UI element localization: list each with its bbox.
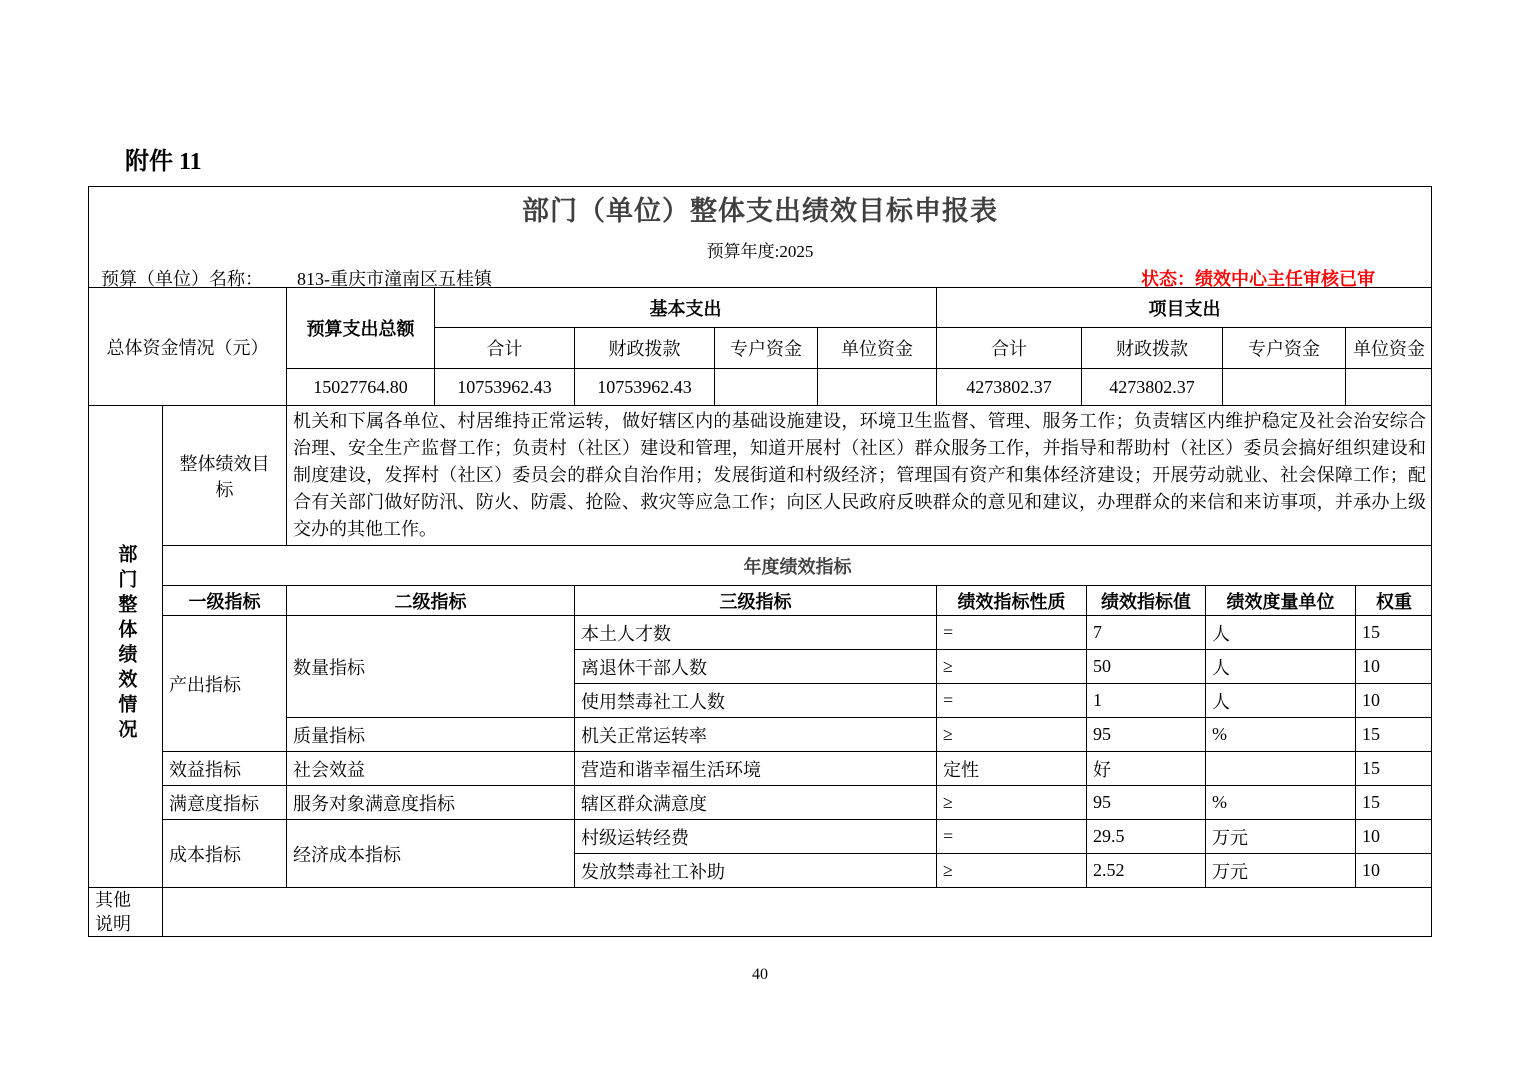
indicator-row	[89, 718, 1433, 752]
indicator-level2: 经济成本指标	[287, 820, 575, 888]
indicator-level3: 村级运转经费	[575, 820, 937, 854]
indicator-level1: 产出指标	[163, 616, 287, 752]
indicator-weight: 15	[1356, 752, 1433, 786]
indicator-value: 好	[1087, 752, 1206, 786]
funds-budget-total-header: 预算支出总额	[287, 288, 435, 369]
indicator-level1: 效益指标	[163, 752, 287, 786]
funds-project-total-value: 4273802.37	[937, 369, 1082, 406]
funds-subheader: 财政拨款	[1082, 328, 1223, 369]
funds-subheader: 专户资金	[1223, 328, 1346, 369]
indicator-unit: 万元	[1206, 854, 1356, 888]
indicator-value: 29.5	[1087, 820, 1206, 854]
annual-indicators-header: 年度绩效指标	[163, 546, 1433, 586]
indicator-nature: =	[937, 684, 1087, 718]
indicator-row	[89, 820, 1433, 854]
funds-project-unitfund-value	[1346, 369, 1433, 406]
status-text: 状态：绩效中心主任审核已审	[1141, 269, 1375, 290]
indicator-weight: 10	[1356, 684, 1433, 718]
funds-budget-total-value: 15027764.80	[287, 369, 435, 406]
funds-table	[88, 287, 1432, 406]
unit-name-group	[101, 265, 492, 291]
indicator-weight: 10	[1356, 820, 1433, 854]
indicator-unit: 万元	[1206, 820, 1356, 854]
indicator-weight: 10	[1356, 650, 1433, 684]
funds-subheader: 合计	[937, 328, 1082, 369]
performance-table	[88, 405, 1432, 937]
form-header	[89, 187, 1431, 290]
other-notes-label: 其他说明	[89, 888, 163, 937]
indicator-nature: ≥	[937, 718, 1087, 752]
indicator-weight: 15	[1356, 718, 1433, 752]
indicator-col-header-value: 绩效指标值	[1087, 586, 1206, 616]
indicator-row	[89, 752, 1433, 786]
indicator-level2: 服务对象满意度指标	[287, 786, 575, 820]
indicator-level2: 社会效益	[287, 752, 575, 786]
form-title: 部门（单位）整体支出绩效目标申报表	[522, 196, 998, 226]
indicator-level3: 营造和谐幸福生活环境	[575, 752, 937, 786]
indicator-unit: %	[1206, 786, 1356, 820]
other-notes-content	[163, 888, 1433, 937]
indicator-nature: 定性	[937, 752, 1087, 786]
unit-name-value: 813-重庆市潼南区五桂镇	[297, 269, 492, 290]
funds-subheader: 财政拨款	[575, 328, 715, 369]
indicator-nature: =	[937, 616, 1087, 650]
indicator-row	[89, 786, 1433, 820]
funds-subheader: 专户资金	[715, 328, 818, 369]
indicator-nature: ≥	[937, 854, 1087, 888]
indicator-unit	[1206, 752, 1356, 786]
page-number: 40	[752, 966, 768, 983]
attachment-label: 附件 11	[125, 149, 202, 175]
funds-basic-total-value: 10753962.43	[435, 369, 575, 406]
indicator-weight: 15	[1356, 786, 1433, 820]
indicator-level3: 本土人才数	[575, 616, 937, 650]
indicator-col-header-weight: 权重	[1356, 586, 1433, 616]
indicator-unit: 人	[1206, 684, 1356, 718]
indicator-level3: 辖区群众满意度	[575, 786, 937, 820]
funds-subheader: 单位资金	[818, 328, 937, 369]
indicator-unit: %	[1206, 718, 1356, 752]
indicator-unit: 人	[1206, 650, 1356, 684]
indicator-nature: ≥	[937, 650, 1087, 684]
funds-project-special-value	[1223, 369, 1346, 406]
funds-basic-fiscal-value: 10753962.43	[575, 369, 715, 406]
indicator-nature: ≥	[937, 786, 1087, 820]
indicator-level2: 质量指标	[287, 718, 575, 752]
indicator-level2: 数量指标	[287, 616, 575, 718]
funds-basic-special-value	[715, 369, 818, 406]
indicator-col-header-unit: 绩效度量单位	[1206, 586, 1356, 616]
performance-section-label: 部门整体绩效情况	[89, 406, 163, 888]
funds-subheader: 合计	[435, 328, 575, 369]
indicator-value: 95	[1087, 718, 1206, 752]
indicator-value: 2.52	[1087, 854, 1206, 888]
funds-subheader: 单位资金	[1346, 328, 1433, 369]
overall-goal-label: 整体绩效目标	[163, 406, 287, 546]
indicator-level1: 满意度指标	[163, 786, 287, 820]
indicator-col-header-level3: 三级指标	[575, 586, 937, 616]
funds-project-group-header: 项目支出	[937, 288, 1433, 328]
indicator-nature: =	[937, 820, 1087, 854]
indicator-value: 7	[1087, 616, 1206, 650]
funds-basic-group-header: 基本支出	[435, 288, 937, 328]
funds-basic-unitfund-value	[818, 369, 937, 406]
indicator-level1: 成本指标	[163, 820, 287, 888]
indicator-value: 50	[1087, 650, 1206, 684]
indicator-weight: 15	[1356, 616, 1433, 650]
indicator-level3: 离退休干部人数	[575, 650, 937, 684]
indicator-level3: 使用禁毒社工人数	[575, 684, 937, 718]
indicator-value: 95	[1087, 786, 1206, 820]
indicator-value: 1	[1087, 684, 1206, 718]
budget-year: 预算年度:2025	[706, 242, 814, 262]
indicator-col-header-nature: 绩效指标性质	[937, 586, 1087, 616]
funds-project-fiscal-value: 4273802.37	[1082, 369, 1223, 406]
indicator-col-header-level1: 一级指标	[163, 586, 287, 616]
indicator-level3: 发放禁毒社工补助	[575, 854, 937, 888]
funds-overall-label: 总体资金情况（元）	[89, 288, 287, 406]
indicator-col-header-level2: 二级指标	[287, 586, 575, 616]
unit-name-label: 预算（单位）名称：	[101, 269, 263, 290]
indicator-unit: 人	[1206, 616, 1356, 650]
indicator-level3: 机关正常运转率	[575, 718, 937, 752]
declaration-form	[88, 186, 1432, 937]
indicator-row	[89, 616, 1433, 650]
overall-goal-text: 机关和下属各单位、村居维持正常运转，做好辖区内的基础设施建设，环境卫生监督、管理、服务工作；负责辖区内维护稳定及社会治安综合治理、安全生产监督工作；负责村（社区）建设和管理，知道开展村（社区）群众服务工作，并指导和帮助村（社区）委员会搞好组织建设和制度建设，发挥村（社区）委员会的群众自治作用；发展街道和村级经济；管理国有资产和集体经济建设；开展劳动就业、社会保障工作；配合有关部门做好防汛、防火、防震、抢险、救灾等应急工作；向区人民政府反映群众的意见和建议，办理群众的来信和来访事项，并承办上级交办的其他工作。	[287, 406, 1433, 546]
indicator-weight: 10	[1356, 854, 1433, 888]
